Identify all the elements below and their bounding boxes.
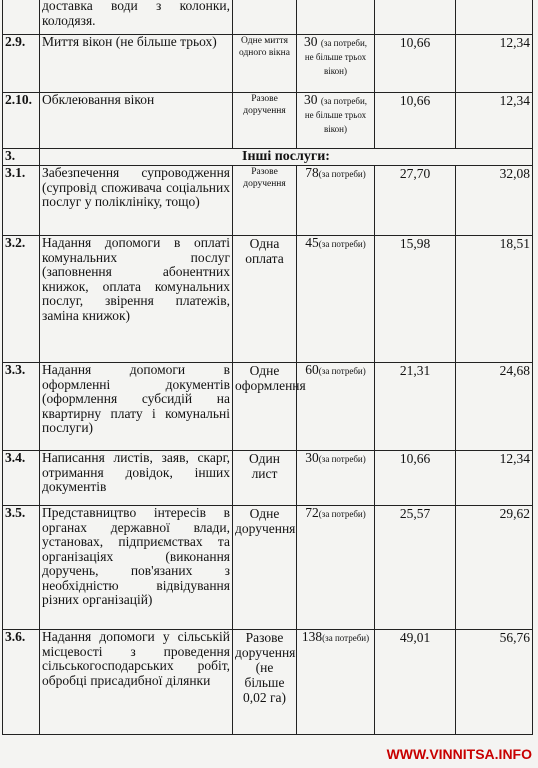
row-number: 3.2. xyxy=(3,236,40,363)
time-norm xyxy=(297,166,375,236)
site-watermark: WWW.VINNITSA.INFO xyxy=(386,746,532,762)
row-number xyxy=(3,0,40,35)
time-norm-value: 30 xyxy=(303,34,318,49)
service-unit: Разове доручення (не більше 0,02 га) xyxy=(233,630,297,735)
row-number: 3.6. xyxy=(3,630,40,735)
service-unit: Одна оплата xyxy=(233,236,297,363)
table-row xyxy=(3,451,533,506)
time-norm-value: 60 xyxy=(305,362,319,377)
service-name: Надання допомоги в оплаті комунальних послуг (заповнення абонентних книжок, оплата комунальних послуг, звірення платежів, заміна книжок) xyxy=(40,236,233,363)
price-1: 15,98 xyxy=(375,236,456,363)
time-norm xyxy=(297,363,375,451)
time-norm xyxy=(297,236,375,363)
section-number: 3. xyxy=(3,149,40,166)
price-1: 27,70 xyxy=(375,166,456,236)
service-unit: Один лист xyxy=(233,451,297,506)
service-name: Написання листів, заяв, скарг, отримання довідок, інших документів xyxy=(40,451,233,506)
service-unit: Одне оформлення xyxy=(233,363,297,451)
table-row xyxy=(3,363,533,451)
service-unit: Одне доручення xyxy=(233,506,297,630)
service-name: доставка води з колонки, колодязя. xyxy=(40,0,233,35)
time-norm-note: (за потреби) xyxy=(318,169,366,179)
table-row xyxy=(3,236,533,363)
row-number: 3.1. xyxy=(3,166,40,236)
service-name: Обклеювання вікон xyxy=(40,93,233,149)
service-name: Миття вікон (не більше трьох) xyxy=(40,35,233,93)
table-row xyxy=(3,506,533,630)
price-2: 12,34 xyxy=(456,451,533,506)
row-number: 3.4. xyxy=(3,451,40,506)
price-1: 10,66 xyxy=(375,93,456,149)
table-row xyxy=(3,166,533,236)
row-number: 3.3. xyxy=(3,363,40,451)
time-norm-value: 138 xyxy=(301,629,323,644)
time-norm-value: 72 xyxy=(305,505,319,520)
service-name: Надання допомоги в оформленні документів (оформлення субсидій на квартирну плату і комунальні послуги) xyxy=(40,363,233,451)
price-1: 25,57 xyxy=(375,506,456,630)
service-unit: Разове доручення xyxy=(233,166,297,236)
service-name: Надання допомоги у сільській місцевості з проведення сільськогосподарських робіт, обробці присадибної ділянки xyxy=(40,630,233,735)
table-row xyxy=(3,630,533,735)
time-norm-note: (за потреби) xyxy=(322,633,370,643)
table-row xyxy=(3,93,533,149)
time-norm-note: (за потреби, не більше трьох вікон) xyxy=(304,38,368,76)
price-2: 29,62 xyxy=(456,506,533,630)
price-2: 12,34 xyxy=(456,93,533,149)
time-norm-note: (за потреби) xyxy=(318,366,366,376)
services-table xyxy=(2,0,533,735)
time-norm-note: (за потреби, не більше трьох вікон) xyxy=(304,96,368,134)
row-number: 2.9. xyxy=(3,35,40,93)
price-2: 32,08 xyxy=(456,166,533,236)
time-norm xyxy=(297,451,375,506)
table-row xyxy=(3,35,533,93)
price-2: 24,68 xyxy=(456,363,533,451)
price-1: 10,66 xyxy=(375,35,456,93)
service-unit: Одне миття одного вікна xyxy=(233,35,297,93)
price-2 xyxy=(456,0,533,35)
price-1 xyxy=(375,0,456,35)
time-norm-note: (за потреби) xyxy=(318,454,366,464)
time-norm-value: 45 xyxy=(305,235,319,250)
time-norm-value: 30 xyxy=(303,92,318,107)
time-norm xyxy=(297,35,375,93)
price-1: 21,31 xyxy=(375,363,456,451)
service-unit xyxy=(233,0,297,35)
row-number: 3.5. xyxy=(3,506,40,630)
time-norm xyxy=(297,630,375,735)
time-norm-value: 78 xyxy=(305,165,319,180)
section-title: Інші послуги: xyxy=(40,149,533,166)
time-norm-value: 30 xyxy=(305,450,319,465)
price-2: 18,51 xyxy=(456,236,533,363)
price-1: 49,01 xyxy=(375,630,456,735)
price-2: 56,76 xyxy=(456,630,533,735)
time-norm-note: (за потреби) xyxy=(318,509,366,519)
service-unit: Разове доручення xyxy=(233,93,297,149)
service-name: Представництво інтересів в органах державної влади, установах, підприємствах та організаціях (виконання доручень, пов'язаних з необхідністю відвідування різних організацій) xyxy=(40,506,233,630)
time-norm xyxy=(297,93,375,149)
price-1: 10,66 xyxy=(375,451,456,506)
service-name: Забезпечення супроводження (супровід споживача соціальних послуг у поліклініку, тощо) xyxy=(40,166,233,236)
time-norm-note: (за потреби) xyxy=(318,239,366,249)
time-norm xyxy=(297,0,375,35)
table-row xyxy=(3,0,533,35)
price-2: 12,34 xyxy=(456,35,533,93)
time-norm xyxy=(297,506,375,630)
row-number: 2.10. xyxy=(3,93,40,149)
section-row xyxy=(3,149,533,166)
